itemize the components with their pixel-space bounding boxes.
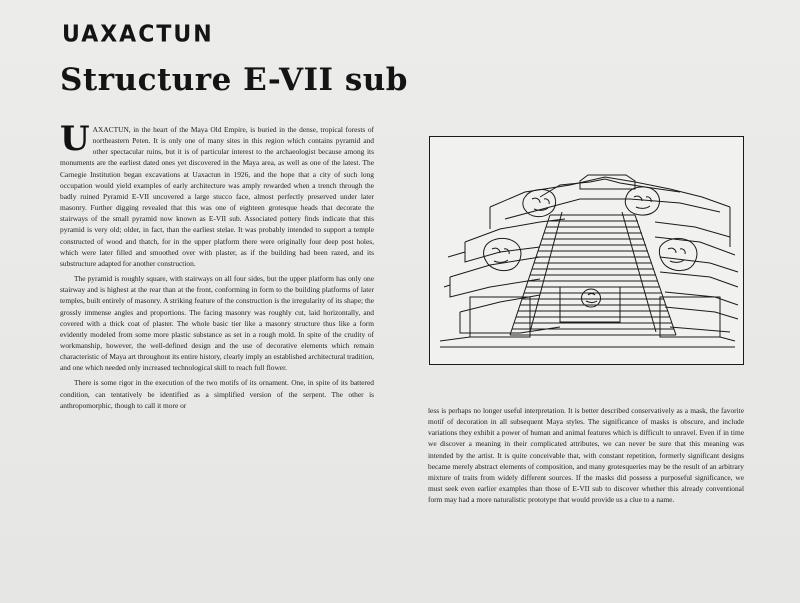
drop-cap: U (60, 124, 90, 159)
site-name-heading: UAXACTUN (62, 21, 214, 48)
intro-paragraph-text: AXACTUN, in the heart of the Maya Old Empire, is buried in the dense, tropical forests of northeastern Peten. It is only one of many sites in this region which contains pyramid and other spectacular ruins, but it is of particular interest to the archaeologist because among its monuments are the earliest dated ones yet discovered in the Maya area, as well as one of the latest. The Carnegie Institution began excavations at Uaxactun in 1926, and the hope that a city of such long occupation would yield examples of early architecture was amply rewarded when a trench through the badly ruined Pyramid E-VII uncovered a large stucco face, almost perfectly preserved under later masonry. Further digging revealed that this was one of eighteen grotesque heads that decorate the stairways of the small pyramid now known as E-VII sub. Associated pottery finds indicate that this pyramid is very old; older, in fact, than the earliest stelae. It was probably intended to support a temple constructed of wood and thatch, for in the upper platform there were originally four deep post holes, which were later filled and smoothed over with plaster, as if the building had been razed, and its substructure adapted for another construction. (60, 125, 374, 268)
left-text-column (60, 124, 374, 586)
pyramid-illustration (429, 136, 744, 365)
right-paragraph: less is perhaps no longer useful interpretation. It is better described conservatively as a mask, the favorite motif of decoration in all subsequent Maya styles. The significance of masks is obscure, and include variations they exhibit a power of human and animal features which is difficult to unravel. Even if in time we discover a meaning in their complicated attributes, we can never be sure that this meaning was intended by the artist. It is quite conceivable that, with constant repetition, formerly significant designs became merely abstract elements of composition, and many grotesqueries may be the result of an arbitrary mixture of traits from widely different sources. If the masks did possess a purposeful significance, we must seek even earlier examples than those of E-VII sub to discover whether this already conventional form may had a more naturalistic prototype that would provide us a clue to a name. (428, 406, 744, 505)
structure-title: Structure E-VII sub (60, 62, 408, 98)
intro-paragraph (60, 124, 374, 269)
pyramid-line-drawing (430, 137, 742, 363)
right-text-column (428, 405, 744, 583)
body-paragraph-2: The pyramid is roughly square, with stairways on all four sides, but the upper platform has only one stairway and is highest at the rear than at the front, conforming in form to the building platforms of later temples, built entirely of masonry. A striking feature of the construction is the irregularity of its shape; the grossly immense angles and proportions. The facing masonry was roughly cut, laid horizontally, and covered with a thick coat of plaster. The whole basic tier like a masonry structure thus like a form evidently modeled from some more plastic substance as set in a rough mold. In spite of the crudity of workmanship, however, the well-defined design and the use of decorative elements which remain characteristic of Maya art throughout its entire history, clearly imply an established architectural tradition, and one which needed only increased technological skill to reach full flower. (60, 274, 374, 373)
body-paragraph-3: There is some rigor in the execution of the two motifs of its ornament. One, in spite of its battered condition, can tentatively be identified as a simplified version of the serpent. The other is anthropomorphic, though to call it more or (60, 378, 374, 410)
